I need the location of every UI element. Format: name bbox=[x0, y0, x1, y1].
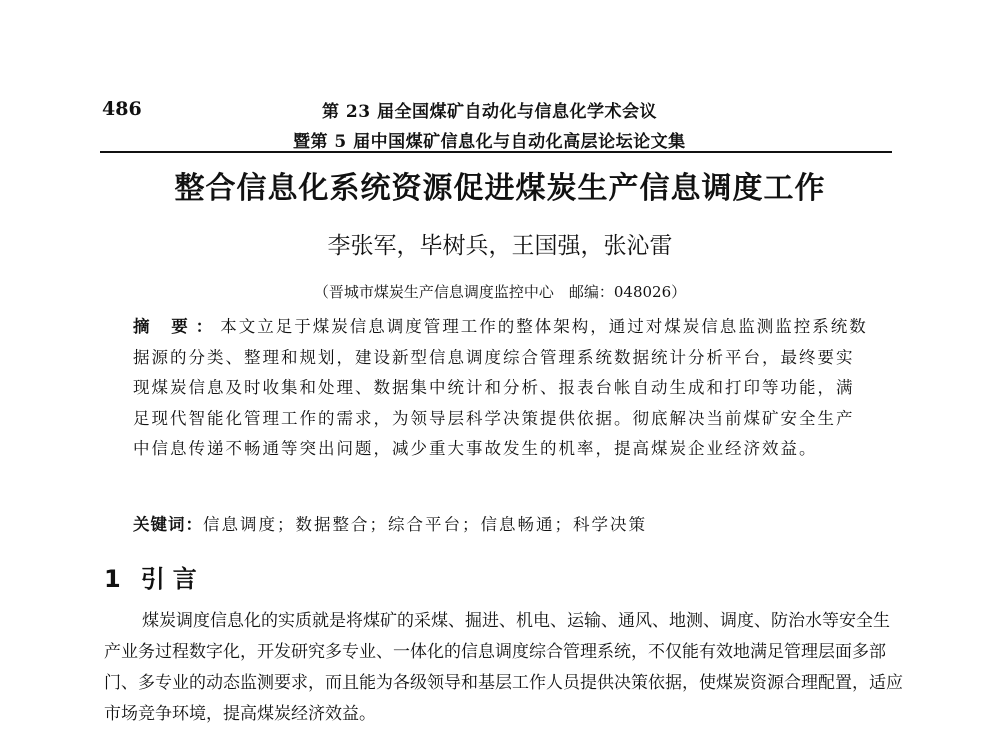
section-title: 引言 bbox=[140, 565, 205, 593]
paper-affiliation: （晋城市煤炭生产信息调度监控中心 邮编：048026） bbox=[313, 283, 687, 301]
section-number: 1 bbox=[104, 565, 121, 593]
paper-title: 整合信息化系统资源促进煤炭生产信息调度工作 bbox=[174, 171, 826, 206]
conference-title-line2: 暨第 5 届中国煤矿信息化与自动化高层论坛论文集 bbox=[293, 132, 686, 152]
body-paragraph: 煤炭调度信息化的实质就是将煤矿的采煤、掘进、机电、运输、通风、地测、调度、防治水等安全生产业务过程数字化，开发研究多专业、一体化的信息调度综合管理系统，不仅能有效地满足管理层面多部门、多专业的动态监测要求，而且能为各级领导和基层工作人员提供决策依据，使煤炭资源合理配置，适应市场竞争环境，提高煤炭经济效益。 bbox=[104, 611, 903, 724]
keywords bbox=[133, 511, 647, 535]
keywords-label: 关键词： bbox=[133, 515, 203, 534]
header-rule bbox=[100, 151, 892, 153]
conference-title-line1: 第 23 届全国煤矿自动化与信息化学术会议 bbox=[322, 102, 657, 122]
section-heading bbox=[104, 559, 205, 594]
keywords-text: 信息调度；数据整合；综合平台；信息畅通；科学决策 bbox=[203, 515, 647, 534]
paper-authors: 李张军，毕树兵，王国强，张沁雷 bbox=[327, 233, 673, 259]
abstract-label: 摘 要： bbox=[133, 317, 221, 336]
abstract bbox=[133, 312, 868, 465]
abstract-text: 本文立足于煤炭信息调度管理工作的整体架构，通过对煤炭信息监测监控系统数据源的分类、整理和规划，建设新型信息调度综合管理系统数据统计分析平台，最终要实现煤炭信息及时收集和处理、数据集中统计和分析、报表台帐自动生成和打印等功能，满足现代智能化管理工作的需求，为领导层科学决策提供依据。彻底解决当前煤矿安全生产中信息传递不畅通等突出问题，减少重大事故发生的机率，提高煤炭企业经济效益。 bbox=[133, 317, 868, 458]
page-number: 486 bbox=[102, 98, 142, 120]
